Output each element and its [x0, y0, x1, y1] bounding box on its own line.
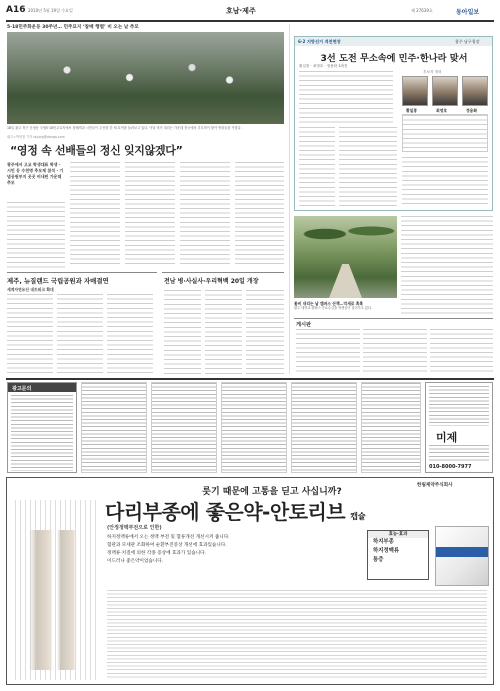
notice-title: 게시판 [296, 322, 312, 328]
lead-body-col-4 [235, 162, 284, 268]
notice-col-1 [296, 329, 360, 374]
election-box [294, 36, 493, 211]
feature-caption-text: 광주 대학교 캠퍼스 가로수길을 학생들이 걸어가고 있다. [294, 306, 372, 310]
classified-col-5 [361, 382, 421, 473]
feature-caption-title: 꽃비 내리는 날 캠퍼스 산책…억새로 흑흑 [294, 301, 364, 306]
masthead [6, 4, 494, 18]
lead-kicker: 5·18민주화운동 30주년… 민주묘지 ‘참배 행렬’ 비 오는 날 추모 [7, 25, 139, 30]
jeonnam-body-2 [205, 290, 242, 374]
election-body-4 [402, 157, 488, 207]
banner-headline-text: 다리부종에 좋은약-안토리브 [105, 500, 346, 524]
notice-col-3 [430, 329, 493, 374]
jeonnam-body-1 [164, 290, 201, 374]
election-body-2 [299, 127, 335, 207]
jeju-body-2 [57, 294, 103, 374]
lead-body-col-0 [7, 202, 65, 268]
candidate-name-1: 황일봉 [406, 108, 418, 113]
banner-headline [105, 496, 495, 524]
banner-point-4: 이드러나 좋은약이었습니다. [107, 559, 164, 564]
banner-effect-2: 하지정맥류 [373, 548, 400, 554]
tree-canopy [294, 216, 397, 246]
banner-point-2: 혈관과 모세관 조화하여 순환부진증상 개선에 효과있습니다. [107, 543, 227, 548]
ad-box-title: 광고문의 [12, 385, 32, 392]
candidate-portrait-3 [462, 76, 488, 106]
ad-right-title: 미제 [436, 431, 458, 444]
election-body-1 [299, 71, 393, 123]
ad-right-box [425, 382, 493, 473]
lead-body-col-3 [180, 162, 230, 268]
notice-col-2 [363, 329, 427, 374]
column-divider [289, 24, 290, 374]
classified-col-1 [81, 382, 147, 473]
banner-effects-title: 효능·효과 [368, 531, 428, 538]
lead-headline: “영정 속 선배들의 정신 잊지않겠다” [10, 144, 183, 157]
candidate-portrait-1 [402, 76, 428, 106]
classified-col-3 [221, 382, 287, 473]
issue-date: 2010년 5월 19일 수요일 [28, 8, 73, 13]
paper-name: 동아일보 [456, 9, 480, 16]
election-region: 광주 남구청장 [455, 39, 480, 44]
candidate-name-2: 최영호 [436, 108, 448, 113]
lead-subhead: 광주에서 고교 학생대표 학생 · 시민 등 수천명 추모제 참석 · 기념공원부지 곳곳 비내린 가운데 추모 [7, 162, 64, 185]
lead-photo-credit: 광주=박영철 기자 skjung@donga.com [7, 135, 65, 139]
section-title: 호남·제주 [226, 7, 256, 15]
election-headline: 3선 도전 무소속에 민주·한나라 맞서 [320, 53, 468, 64]
candidate-portrait-2 [432, 76, 458, 106]
jeju-body-3 [107, 294, 153, 374]
jeju-subhead: 세계자연유산 네트워크 확대 [7, 287, 54, 292]
product-box-stripe [436, 547, 488, 557]
candidate-career-table [402, 114, 488, 152]
masthead-rule [6, 20, 494, 22]
jeju-body-1 [7, 294, 53, 374]
jeonnam-headline: 전남 병·사실사·우리혁백 20일 개장 [164, 278, 259, 285]
ad-right-mid [429, 445, 489, 461]
election-body-3 [339, 127, 397, 207]
edition-number: 제 27639호 [411, 8, 433, 13]
ad-right-phone: 010-8000-7977 [429, 464, 472, 470]
ad-left-listing [11, 395, 73, 471]
notice-rule [294, 318, 493, 319]
banner-note: (안정정맥부전으로 인한) [107, 525, 162, 531]
banner-effect-3: 통증 [373, 557, 384, 563]
jeonnam-rule [162, 272, 284, 273]
ad-right-top [429, 386, 489, 426]
banner-point-1: 하지정맥류에서 오는 정맥 부전 및 혈류개선 개선시켜 줍니다. [107, 535, 230, 540]
banner-effect-1: 하지부종 [373, 539, 394, 545]
banner-lead: 릇기 때문에 고통을 딛고 사십니까? [202, 487, 342, 497]
ads-rule [6, 378, 494, 380]
candidates-label: 후보자 경력 [423, 70, 442, 74]
banner-figure [11, 500, 99, 680]
feature-photo [294, 216, 397, 298]
lead-photo [7, 32, 284, 124]
lead-photo-caption: 18일 광주 북구 운정동 국립5·18민주묘지에서 참배객과 시민들이 우산을 쓴 채 묘역을 둘러보고 있다. 이날 비가 내리는 가운데 전국에서 추모객이 찾아 영령들을 기렸다. [7, 126, 242, 130]
page-number: A16 [6, 5, 26, 15]
banner-point-3: 정맥류·치질에 의한 각종 증상에 효과가 있습니다. [107, 551, 206, 556]
banner-company: 한림제약주식회사 [417, 483, 453, 488]
election-badge: 6·2 지방선거 격전현장 [298, 39, 341, 44]
banner-footer-text [107, 590, 487, 680]
ad-left-box [7, 382, 77, 473]
banner-effects-box [367, 530, 429, 580]
classified-col-2 [151, 382, 217, 473]
jeju-headline: 제주, 뉴질랜드 국립공원과 자매결연 [7, 277, 109, 285]
product-box-image [435, 526, 489, 586]
umbrella-crowd [17, 50, 267, 100]
lead-body-col-1 [70, 162, 120, 268]
lead-body-col-2 [125, 162, 175, 268]
walking-path [329, 264, 362, 298]
candidate-name-3: 정용화 [466, 108, 478, 113]
banner-ad [6, 477, 494, 685]
legs-figure [29, 530, 81, 670]
feature-side-body [401, 216, 493, 314]
jeonnam-body-3 [246, 290, 284, 374]
election-byline: 황일봉 · 최영호 · 정용화 3파전 [299, 64, 348, 68]
banner-points [107, 534, 357, 566]
classified-col-4 [291, 382, 357, 473]
banner-headline-suffix: 캡슐 [350, 512, 366, 521]
jeju-rule [7, 272, 157, 273]
